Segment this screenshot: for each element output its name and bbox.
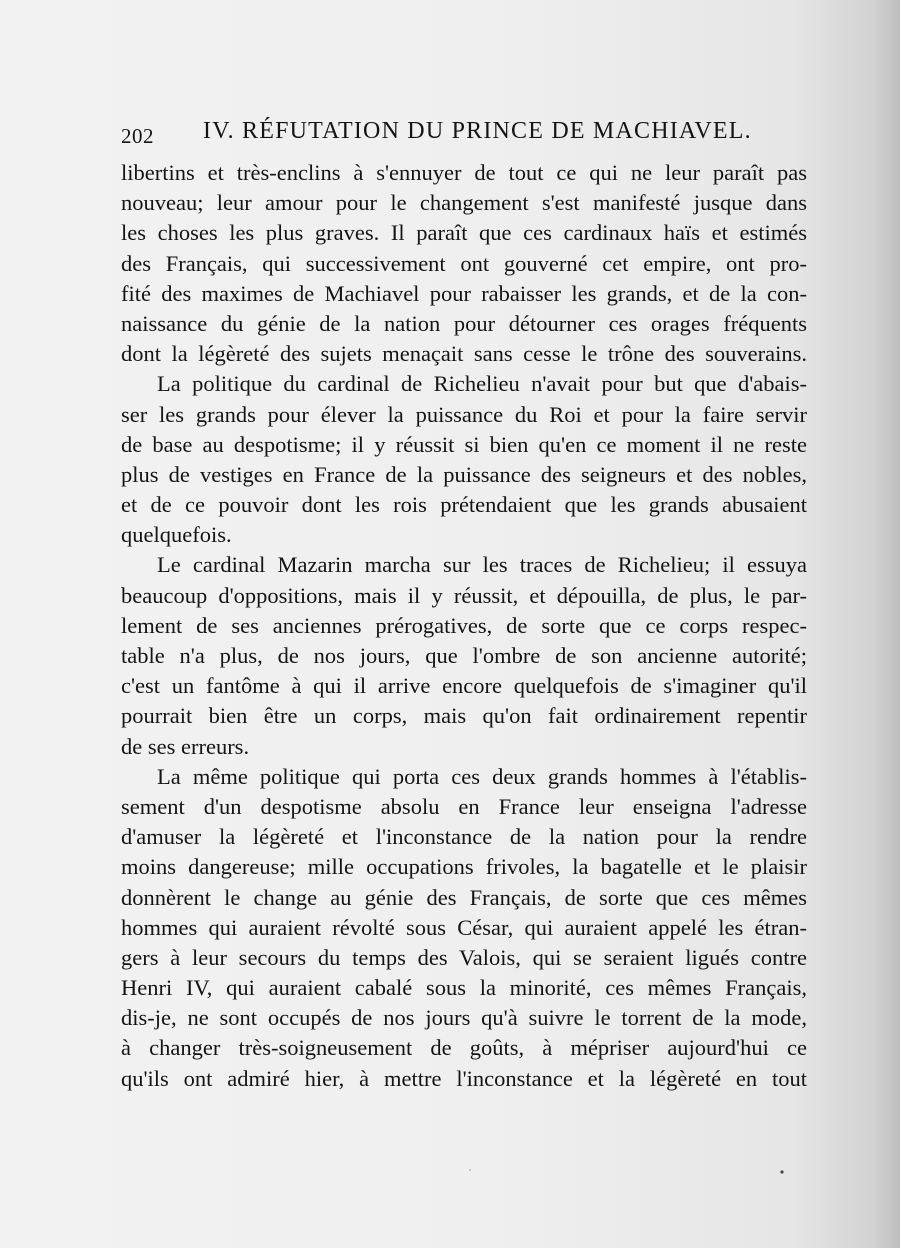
paragraph-4 xyxy=(121,762,807,1094)
text-line: fité des maximes de Machiavel pour rabaisser les grands, et de la con- xyxy=(121,280,807,306)
text-line: plus de vestiges en France de la puissance des seigneurs et des nobles, xyxy=(121,461,807,487)
text-line: des Français, qui successivement ont gouverné cet empire, ont pro- xyxy=(121,250,807,276)
text-line: La même politique qui porta ces deux grands hommes à l'établis- xyxy=(157,763,807,789)
text-line: et de ce pouvoir dont les rois prétendaient que les grands abusaient xyxy=(121,492,807,518)
paragraph-1 xyxy=(121,158,807,369)
text-line: de ses erreurs. xyxy=(121,733,250,759)
text-line: de base au despotisme; il y réussit si bien qu'en ce moment il ne reste xyxy=(121,431,807,457)
text-line: lement de ses anciennes prérogatives, de sorte que ce corps respec- xyxy=(121,612,807,638)
ink-speck xyxy=(780,1170,783,1173)
text-line: à changer très-soigneusement de goûts, à mépriser aujourd'hui ce xyxy=(121,1035,807,1061)
page-number: 202 xyxy=(121,124,154,148)
text-line: table n'a plus, de nos jours, que l'ombre de son ancienne autorité; xyxy=(121,643,807,668)
text-line: pourrait bien être un corps, mais qu'on fait ordinairement repentir xyxy=(121,703,807,729)
ink-speck xyxy=(469,1169,471,1171)
paragraph-3 xyxy=(121,550,807,761)
text-line: La politique du cardinal de Richelieu n'avait pour but que d'abais- xyxy=(157,371,807,397)
text-line: donnèrent le change au génie des Français, de sorte que ces mêmes xyxy=(121,884,807,910)
text-line: ser les grands pour élever la puissance du Roi et pour la faire servir xyxy=(121,401,807,427)
text-line: beaucoup d'oppositions, mais il y réussit, et dépouilla, de plus, le par- xyxy=(121,582,807,608)
text-line: Henri IV, qui auraient cabalé sous la minorité, ces mêmes Français, xyxy=(121,975,807,1001)
paragraph-2 xyxy=(121,369,807,550)
text-line: libertins et très-enclins à s'ennuyer de tout ce qui ne leur paraît pas xyxy=(121,160,807,185)
running-title: IV. RÉFUTATION DU PRINCE DE MACHIAVEL. xyxy=(203,118,752,144)
text-line: qu'ils ont admiré hier, à mettre l'inconstance et la légèreté en tout xyxy=(121,1065,807,1091)
text-line: c'est un fantôme à qui il arrive encore quelquefois de s'imaginer qu'il xyxy=(121,673,807,699)
text-line: nouveau; leur amour pour le changement s'est manifesté jusque dans xyxy=(121,190,807,216)
text-line: gers à leur secours du temps des Valois, qui se seraient ligués contre xyxy=(121,944,807,970)
text-line: moins dangereuse; mille occupations frivoles, la bagatelle et le plaisir xyxy=(121,854,807,880)
text-line: d'amuser la légèreté et l'inconstance de la nation pour la rendre xyxy=(121,824,807,850)
text-line: Le cardinal Mazarin marcha sur les traces de Richelieu; il essuya xyxy=(157,552,807,578)
text-line: les choses les plus graves. Il paraît que ces cardinaux haïs et estimés xyxy=(121,220,807,246)
body-text xyxy=(121,158,807,1094)
page-header xyxy=(121,118,811,152)
text-line: quelquefois. xyxy=(121,522,232,548)
text-line: naissance du génie de la nation pour détourner ces orages fréquents xyxy=(121,310,807,336)
text-line: sement d'un despotisme absolu en France leur enseigna l'adresse xyxy=(121,793,807,819)
text-line: dis-je, ne sont occupés de nos jours qu'à suivre le torrent de la mode, xyxy=(121,1005,807,1031)
text-line: dont la légèreté des sujets menaçait sans cesse le trône des souverains. xyxy=(121,341,807,367)
text-line: hommes qui auraient révolté sous César, qui auraient appelé les étran- xyxy=(121,914,807,940)
